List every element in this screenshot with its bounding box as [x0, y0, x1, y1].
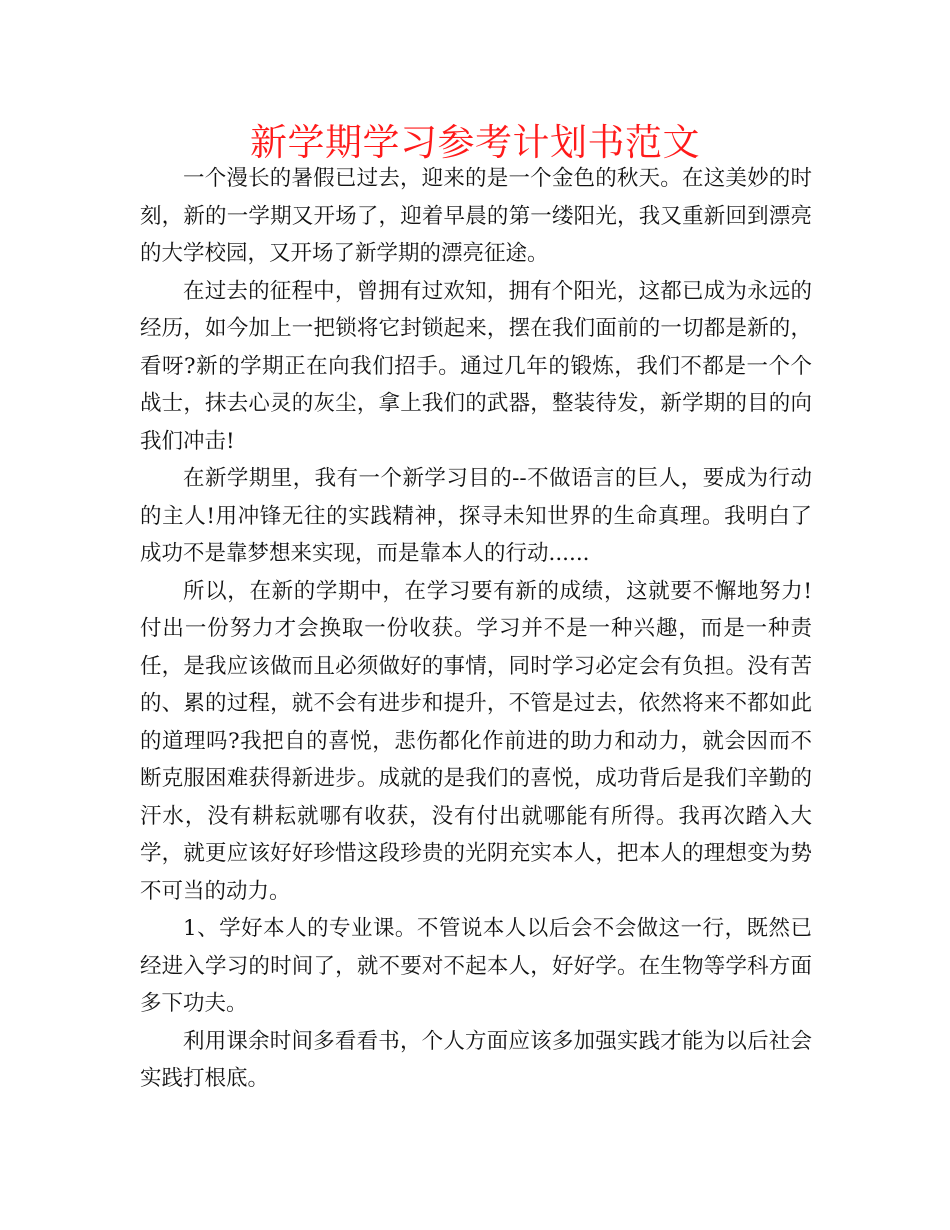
paragraph-4: 所以，在新的学期中，在学习要有新的成绩，这就要不懈地努力!付出一份努力才会换取一份收获。学习并不是一种兴趣，而是一种责任，是我应该做而且必须做好的事情，同时学习必定会有负担。没有苦的、累的过程，就不会有进步和提升，不管是过去，依然将来不都如此的道理吗?我把自的喜悦，悲伤都化作前进的助力和动力，就会因而不断克服困难获得新进步。成就的是我们的喜悦，成功背后是我们辛勤的汗水，没有耕耘就哪有收获，没有付出就哪能有所得。我再次踏入大学，就更应该好好珍惜这段珍贵的光阴充实本人，把本人的理想变为势不可当的动力。 — [140, 578, 812, 904]
paragraph-3: 在新学期里，我有一个新学习目的--不做语言的巨人，要成为行动的主人!用冲锋无往的实践精神，探寻未知世界的生命真理。我明白了成功不是靠梦想来实现，而是靠本人的行动...... — [140, 466, 812, 566]
paragraph-2: 在过去的征程中，曾拥有过欢知，拥有个阳光，这都已成为永远的经历，如今加上一把锁将它封锁起来，摆在我们面前的一切都是新的，看呀?新的学期正在向我们招手。通过几年的锻炼，我们不都是一个个战士，抹去心灵的灰尘，拿上我们的武器，整装待发，新学期的目的向我们冲击! — [140, 278, 812, 454]
paragraph-6: 利用课余时间多看看书，个人方面应该多加强实践才能为以后社会实践打根底。 — [140, 1028, 812, 1091]
document-title: 新学期学习参考计划书范文 — [250, 121, 700, 164]
paragraph-5: 1、学好本人的专业课。不管说本人以后会不会做这一行，既然已经进入学习的时间了，就不要对不起本人，好好学。在生物等学科方面多下功夫。 — [140, 916, 812, 1016]
paragraph-1: 一个漫长的暑假已过去，迎来的是一个金色的秋天。在这美妙的时刻，新的一学期又开场了，迎着早晨的第一缕阳光，我又重新回到漂亮的大学校园，又开场了新学期的漂亮征途。 — [140, 166, 812, 266]
document-body — [140, 160, 812, 1098]
